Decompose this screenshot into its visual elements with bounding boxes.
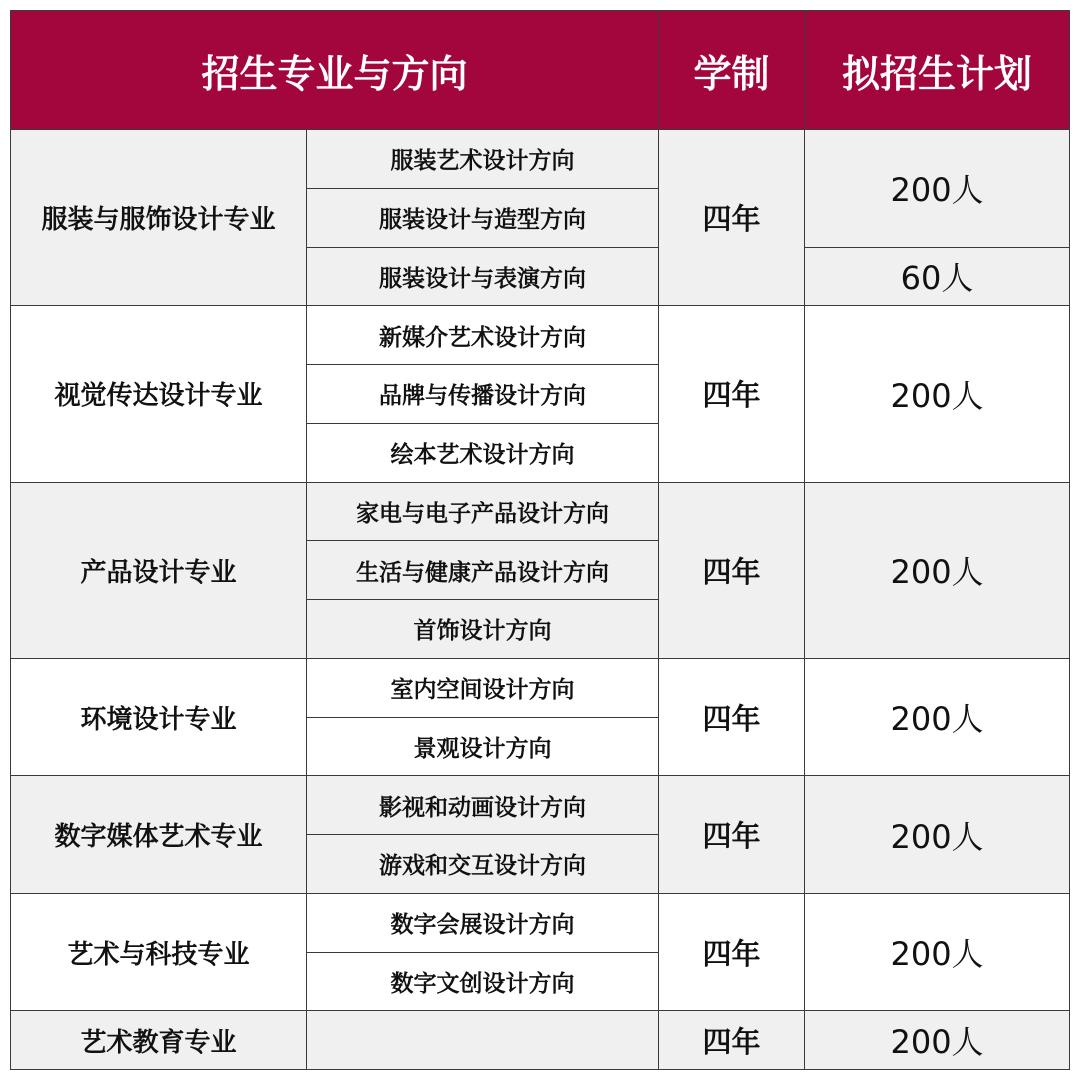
direction-cell: 服装设计与造型方向 [307,188,659,247]
direction-cell: 家电与电子产品设计方向 [307,482,659,541]
duration-cell: 四年 [659,482,805,658]
table-row [11,1011,1070,1070]
header-row [11,11,1070,130]
major-cell: 产品设计专业 [11,482,307,658]
major-cell: 艺术与科技专业 [11,893,307,1011]
direction-cell: 数字会展设计方向 [307,893,659,952]
plan-cell: 200人 [805,306,1070,482]
direction-cell: 室内空间设计方向 [307,658,659,717]
major-cell: 数字媒体艺术专业 [11,776,307,894]
duration-cell: 四年 [659,893,805,1011]
direction-cell: 景观设计方向 [307,717,659,776]
plan-cell: 200人 [805,482,1070,658]
table-row [11,306,1070,365]
direction-cell: 游戏和交互设计方向 [307,835,659,894]
header-duration: 学制 [659,11,805,130]
plan-cell: 200人 [805,1011,1070,1070]
direction-cell: 生活与健康产品设计方向 [307,541,659,600]
header-major-direction: 招生专业与方向 [11,11,659,130]
direction-cell: 新媒介艺术设计方向 [307,306,659,365]
duration-cell: 四年 [659,658,805,776]
plan-cell: 60人 [805,247,1070,306]
table-row [11,482,1070,541]
duration-cell: 四年 [659,130,805,306]
duration-cell: 四年 [659,306,805,482]
direction-cell [307,1011,659,1070]
table-row [11,893,1070,952]
duration-cell: 四年 [659,776,805,894]
direction-cell: 服装设计与表演方向 [307,247,659,306]
duration-cell: 四年 [659,1011,805,1070]
major-cell: 服装与服饰设计专业 [11,130,307,306]
plan-cell: 200人 [805,893,1070,1011]
direction-cell: 数字文创设计方向 [307,952,659,1011]
direction-cell: 首饰设计方向 [307,600,659,659]
table-row [11,658,1070,717]
header-plan: 拟招生计划 [805,11,1070,130]
direction-cell: 影视和动画设计方向 [307,776,659,835]
major-cell: 环境设计专业 [11,658,307,776]
plan-cell: 200人 [805,776,1070,894]
enrollment-table [10,10,1070,1070]
major-cell: 视觉传达设计专业 [11,306,307,482]
major-cell: 艺术教育专业 [11,1011,307,1070]
direction-cell: 品牌与传播设计方向 [307,365,659,424]
table-row [11,776,1070,835]
direction-cell: 服装艺术设计方向 [307,130,659,189]
direction-cell: 绘本艺术设计方向 [307,423,659,482]
plan-cell: 200人 [805,130,1070,248]
plan-cell: 200人 [805,658,1070,776]
table-row [11,130,1070,189]
